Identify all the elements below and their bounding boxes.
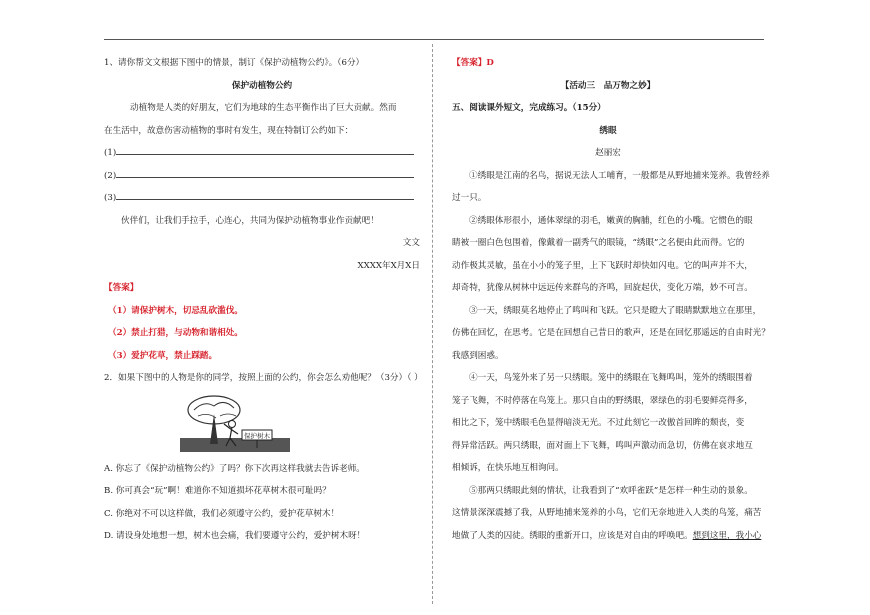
q1-prompt: 1、请你帮文文根据下图中的情景，制订《保护动植物公约》。（6分） [104,58,365,68]
tree-damage-illustration [180,392,290,456]
passage-title: 绣眼 [599,125,617,136]
child-head [229,420,236,427]
answer-d: 【答案】D [452,58,494,68]
passage-line: ②绣眼体形很小，通体翠绿的羽毛，嫩黄的胸脯，红色的小嘴。它惯色的眼 [469,215,753,226]
passage-line: 我感到困惑。 [452,350,504,361]
passage-line: 却奇特，犹像从树林中远远传来群鸟的齐鸣，回旋起伏，变化万端，妙不可言。 [452,283,753,293]
tree-trunk [210,414,218,444]
option-b: B. 你可真会“玩”啊！难道你不知道损坏花草树木很可耻吗？ [104,486,331,496]
passage-line: 笼子飞舞，不时停落在鸟笼上。那只自由的野绣眼，翠绿色的羽毛要鲜亮得多， [452,395,753,406]
date: XXXX年X月X日 [357,260,420,271]
answer-3: （3）爱护花草，禁止踩踏。 [108,350,218,361]
tree-leaves [198,414,236,418]
answer-label: 【答案】 [104,283,139,293]
answer-blank-3[interactable] [116,188,414,200]
passage-line: ④一天，鸟笼外来了另一只绣眼。笼中的绣眼在飞舞鸣叫，笼外的绣眼围着 [469,373,753,383]
answer-1: （1）请保护树木，切忌乱砍滥伐。 [108,305,243,316]
passage-line: 相比之下，笼中绣眼毛色显得暗淡无光。不过此刻它一改傲首回眸的颓丧，变 [452,418,745,428]
passage-line: ⑤那两只绣眼此刻的情状，让我看到了“欢呼雀跃”是怎样一种生动的景象。 [469,485,753,496]
sign-text: 保护树木 [244,431,270,440]
answer-2: （2）禁止打猎，与动物和谐相处。 [108,328,243,338]
left-column [104,52,423,548]
passage-author: 赵丽宏 [595,148,621,158]
call-to-action: 伙伴们，让我们手拉手，心连心，共同为保护动植物事业作贡献吧！ [121,215,379,226]
option-c: C. 你绝对不可以这样做，我们必须遵守公约，爱护花草树木！ [104,508,340,519]
activity-title: 【活动三 品万物之妙】 [560,80,656,91]
passage-line: 得异常活跃。两只绣眼，面对面上下飞舞，鸣叫声激动而急切，仿佛在哀求地互 [452,440,753,451]
passage-line: 仿佛在回忆，在思考。它是在回想自己昔日的歌声，还是在回忆那遥远的自由时光？ [452,328,770,338]
answer-blank-1[interactable] [116,143,414,155]
option-a: A. 你忘了《保护动植物公约》了吗？你下次再这样我就去告诉老师。 [104,463,365,474]
right-column [452,52,770,547]
intro-line-2: 在生活中，故意伤害动植物的事时有发生，现在特制订公约如下： [104,125,354,136]
q2-prompt: 2．如果下图中的人物是你的同学，按照上面的公约，你会怎么劝他呢？（3分）（ ） [104,373,423,383]
blank-row-2 [104,165,420,188]
passage-line: 相倾诉，在快乐地互相询问。 [452,463,564,473]
blank-label-2: (2) [104,170,117,181]
intro-line-1: 动植物是人类的好朋友，它们为地球的生态平衡作出了巨大贡献。然而 [130,103,397,113]
passage-line: ①绣眼是江南的名鸟，据说无法人工哺育，一般都是从野地捕来笼养。我曾经养 [469,170,770,181]
answer-blank-2[interactable] [116,166,414,178]
header-rule [104,39,764,40]
blank-row-1 [104,142,420,165]
illustration-image [180,392,290,456]
column-divider [432,44,433,604]
convention-title: 保护动植物公约 [231,80,293,91]
passage-line: 动作极其灵敏，虽在小小的笼子里，上下飞跃时却快如闪电。它的叫声并不大， [452,260,753,271]
underlined-phrase: 想到这里，我小心 [692,530,762,541]
passage-line: ③一天，绣眼莫名地停止了鸣叫和飞跃。它只是瞪大了眼睛默默地立在那里， [469,305,762,316]
last-line-text: 地做了人类的囚徒。绣眼的重新开口，应该是对自由的呼唤吧。 [452,530,693,541]
passage-line: 过一只。 [452,193,487,203]
section-heading: 五、阅读课外短文，完成练习。（15分） [452,103,606,113]
blank-label-1: (1) [104,148,117,158]
passage-line: 睛被一圈白色包围着，像戴着一副秀气的眼镜，“绣眼”之名便由此而得。它的 [452,238,745,248]
blank-row-3 [104,187,420,210]
passage-last-line [452,525,764,548]
tree-branches [194,402,234,410]
option-d: D. 请设身处地想一想，树木也会痛，我们要遵守公约，爱护树木呀！ [104,531,366,541]
signature: 文文 [402,238,420,248]
blank-label-3: (3) [104,193,117,203]
passage-line: 这情景深深震撼了我，从野地捕来笼养的小鸟，它们无奈地进入人类的鸟笼，痛苦 [452,508,762,518]
